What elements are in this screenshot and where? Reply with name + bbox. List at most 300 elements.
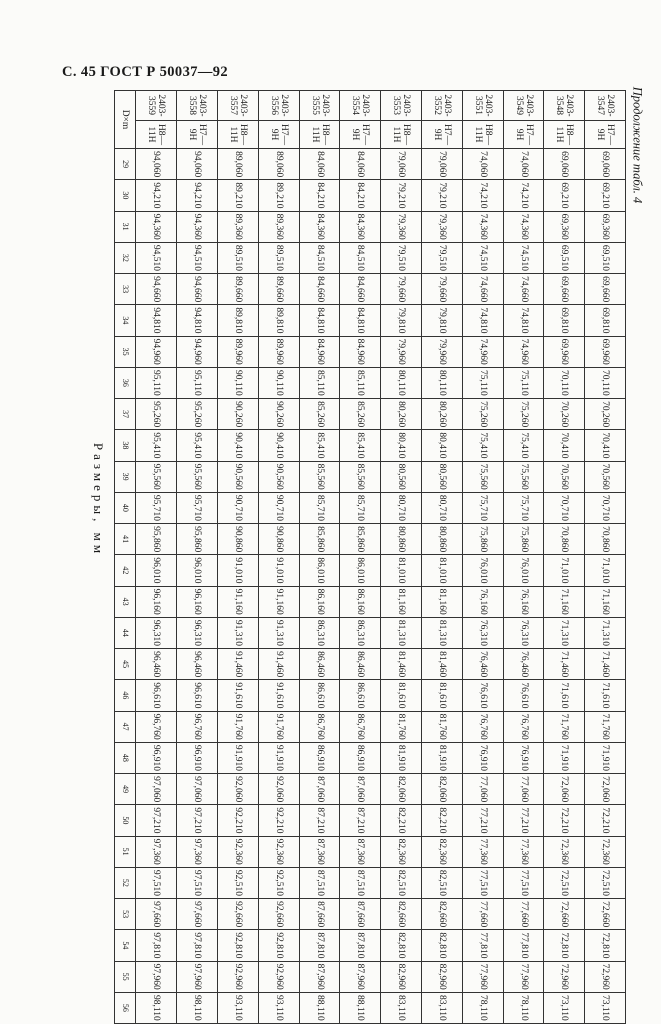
table-cell: 96,760 xyxy=(177,711,218,742)
table-cell: 86,610 xyxy=(340,680,381,711)
table-cell: 91,160 xyxy=(218,586,259,617)
table-cell: 92,960 xyxy=(258,961,299,992)
table-cell: 87,810 xyxy=(340,930,381,961)
table-cell: 72,060 xyxy=(544,774,585,805)
table-cell: 71,310 xyxy=(585,617,626,648)
table-cell: 77,060 xyxy=(503,774,544,805)
table-cell: 85,410 xyxy=(299,430,340,461)
tolerance-code: Н8—11Н xyxy=(381,121,422,149)
table-cell: 77,660 xyxy=(462,899,503,930)
table-cell: 69,510 xyxy=(585,242,626,273)
table-cell: 97,660 xyxy=(136,899,177,930)
table-cell: 82,360 xyxy=(381,836,422,867)
table-cell: 92,660 xyxy=(258,899,299,930)
row-number: 39 xyxy=(115,461,136,492)
table-cell: 91,010 xyxy=(218,555,259,586)
table-cell: 87,060 xyxy=(340,774,381,805)
table-cell: 79,810 xyxy=(422,305,463,336)
table-rotated xyxy=(114,90,626,1024)
table-cell: 78,110 xyxy=(462,992,503,1023)
table-cell: 72,060 xyxy=(585,774,626,805)
table-cell: 96,610 xyxy=(136,680,177,711)
row-numbers xyxy=(115,91,136,1024)
table-cell: 80,560 xyxy=(422,461,463,492)
table-cell: 86,310 xyxy=(299,617,340,648)
table-cell: 96,610 xyxy=(177,680,218,711)
table-cell: 87,810 xyxy=(299,930,340,961)
designation-code: 2403-3554 xyxy=(340,91,381,121)
table-cell: 75,110 xyxy=(503,367,544,398)
table-cell: 94,660 xyxy=(177,274,218,305)
table-cell: 89,360 xyxy=(258,211,299,242)
table-cell: 82,660 xyxy=(422,899,463,930)
table-cell: 96,010 xyxy=(136,555,177,586)
table-cell: 89,060 xyxy=(258,149,299,180)
row-number: 53 xyxy=(115,899,136,930)
table-cell: 92,510 xyxy=(258,867,299,898)
row-number: 50 xyxy=(115,805,136,836)
row-number: 44 xyxy=(115,617,136,648)
table-cell: 75,560 xyxy=(462,461,503,492)
row-number: 52 xyxy=(115,867,136,898)
table-cell: 90,260 xyxy=(258,399,299,430)
table-cell: 81,160 xyxy=(381,586,422,617)
row-number: 34 xyxy=(115,305,136,336)
table-cell: 89,660 xyxy=(218,274,259,305)
table-cell: 73,110 xyxy=(585,992,626,1023)
table-cell: 75,260 xyxy=(462,399,503,430)
table-cell: 87,660 xyxy=(340,899,381,930)
table-cell: 96,910 xyxy=(136,742,177,773)
table-cell: 88,110 xyxy=(299,992,340,1023)
table-cell: 87,960 xyxy=(340,961,381,992)
table-cell: 84,960 xyxy=(299,336,340,367)
table-cell: 80,710 xyxy=(422,492,463,523)
table-row xyxy=(544,91,585,1024)
table-cell: 76,760 xyxy=(503,711,544,742)
table-cell: 95,710 xyxy=(136,492,177,523)
row-number: 36 xyxy=(115,367,136,398)
table-cell: 96,160 xyxy=(136,586,177,617)
table-cell: 79,210 xyxy=(422,180,463,211)
table-cell: 85,710 xyxy=(340,492,381,523)
table-cell: 72,360 xyxy=(585,836,626,867)
table-cell: 70,410 xyxy=(544,430,585,461)
table-cell: 84,510 xyxy=(299,242,340,273)
table-cell: 75,860 xyxy=(503,524,544,555)
table-cell: 95,410 xyxy=(177,430,218,461)
table-cell: 97,810 xyxy=(136,930,177,961)
table-cell: 97,060 xyxy=(177,774,218,805)
table-cell: 82,960 xyxy=(422,961,463,992)
table-cell: 97,810 xyxy=(177,930,218,961)
sizes-label xyxy=(90,400,106,600)
table-cell: 92,210 xyxy=(218,805,259,836)
table-cell: 96,310 xyxy=(177,617,218,648)
table-cell: 81,910 xyxy=(381,742,422,773)
table-cell: 92,060 xyxy=(218,774,259,805)
table-cell: 76,760 xyxy=(462,711,503,742)
table-cell: 71,460 xyxy=(585,649,626,680)
table-cell: 85,560 xyxy=(340,461,381,492)
table-row xyxy=(136,91,177,1024)
table-cell: 72,810 xyxy=(585,930,626,961)
table-cell: 79,060 xyxy=(422,149,463,180)
table-cell: 70,110 xyxy=(585,367,626,398)
table-cell: 81,610 xyxy=(422,680,463,711)
table-cell: 77,510 xyxy=(462,867,503,898)
table-cell: 70,710 xyxy=(585,492,626,523)
table-cell: 79,360 xyxy=(381,211,422,242)
table-cell: 77,810 xyxy=(503,930,544,961)
table-cell: 84,660 xyxy=(299,274,340,305)
table-cell: 82,360 xyxy=(422,836,463,867)
tolerance-code: Н8—11Н xyxy=(218,121,259,149)
table-cell: 91,310 xyxy=(218,617,259,648)
table-cell: 76,910 xyxy=(503,742,544,773)
table-cell: 86,460 xyxy=(340,649,381,680)
table-cell: 87,360 xyxy=(340,836,381,867)
table-cell: 79,960 xyxy=(422,336,463,367)
table-cell: 76,160 xyxy=(462,586,503,617)
table-cell: 80,110 xyxy=(381,367,422,398)
table-row xyxy=(422,91,463,1024)
table-cell: 97,210 xyxy=(136,805,177,836)
table-cell: 84,210 xyxy=(299,180,340,211)
table-cell: 74,810 xyxy=(462,305,503,336)
table-cell: 80,410 xyxy=(381,430,422,461)
table-cell: 79,060 xyxy=(381,149,422,180)
table-cell: 72,510 xyxy=(585,867,626,898)
table-cell: 84,510 xyxy=(340,242,381,273)
table-cell: 90,260 xyxy=(218,399,259,430)
table-cell: 89,210 xyxy=(218,180,259,211)
table-cell: 90,560 xyxy=(258,461,299,492)
table-cell: 92,210 xyxy=(258,805,299,836)
designation-code: 2403-3559 xyxy=(136,91,177,121)
designation-code: 2403-3548 xyxy=(544,91,585,121)
table-cell: 80,410 xyxy=(422,430,463,461)
row-number: 48 xyxy=(115,742,136,773)
table-cell: 74,360 xyxy=(503,211,544,242)
table-row xyxy=(381,91,422,1024)
table-cell: 90,860 xyxy=(218,524,259,555)
table-cell: 86,160 xyxy=(299,586,340,617)
tolerance-code: Н8—11Н xyxy=(299,121,340,149)
table-cell: 86,610 xyxy=(299,680,340,711)
table-cell: 95,260 xyxy=(136,399,177,430)
table-cell: 77,510 xyxy=(503,867,544,898)
table-cell: 81,010 xyxy=(422,555,463,586)
table-cell: 95,860 xyxy=(177,524,218,555)
table-row xyxy=(503,91,544,1024)
table-cell: 81,310 xyxy=(422,617,463,648)
table-cell: 77,960 xyxy=(462,961,503,992)
row-number: 31 xyxy=(115,211,136,242)
table-cell: 89,210 xyxy=(258,180,299,211)
table-cell: 84,660 xyxy=(340,274,381,305)
row-number: 38 xyxy=(115,430,136,461)
table-cell: 82,210 xyxy=(381,805,422,836)
table-cell: 96,460 xyxy=(136,649,177,680)
table-cell: 85,860 xyxy=(340,524,381,555)
table-cell: 76,160 xyxy=(503,586,544,617)
sizes-label-text: Размеры, мм xyxy=(91,442,106,558)
table-cell: 69,060 xyxy=(585,149,626,180)
row-number: 56 xyxy=(115,992,136,1023)
table-row xyxy=(218,91,259,1024)
table-cell: 72,660 xyxy=(544,899,585,930)
table-cell: 84,810 xyxy=(299,305,340,336)
tolerance-code: Н7—9Н xyxy=(177,121,218,149)
tolerance-code: Н8—11Н xyxy=(136,121,177,149)
table-cell: 76,460 xyxy=(503,649,544,680)
table-cell: 91,760 xyxy=(258,711,299,742)
table-cell: 90,410 xyxy=(258,430,299,461)
table-cell: 84,060 xyxy=(340,149,381,180)
table-cell: 87,960 xyxy=(299,961,340,992)
table-cell: 89,660 xyxy=(258,274,299,305)
table-cell: 84,360 xyxy=(340,211,381,242)
table-cell: 76,010 xyxy=(503,555,544,586)
table-cell: 72,360 xyxy=(544,836,585,867)
row-number: 54 xyxy=(115,930,136,961)
table-cell: 75,560 xyxy=(503,461,544,492)
tolerance-code: Н7—9Н xyxy=(422,121,463,149)
table-cell: 72,660 xyxy=(585,899,626,930)
table-cell: 72,210 xyxy=(585,805,626,836)
table-cell: 97,360 xyxy=(136,836,177,867)
table-cell: 96,010 xyxy=(177,555,218,586)
table-cell: 95,860 xyxy=(136,524,177,555)
table-cell: 69,660 xyxy=(585,274,626,305)
table-cell: 85,860 xyxy=(299,524,340,555)
table-cell: 91,310 xyxy=(258,617,299,648)
row-number: 46 xyxy=(115,680,136,711)
table-cell: 91,010 xyxy=(258,555,299,586)
table-cell: 95,260 xyxy=(177,399,218,430)
table-cell: 92,360 xyxy=(218,836,259,867)
table-cell: 74,960 xyxy=(503,336,544,367)
table-cell: 69,660 xyxy=(544,274,585,305)
table-cell: 94,660 xyxy=(136,274,177,305)
table-cell: 90,860 xyxy=(258,524,299,555)
table-cell: 81,310 xyxy=(381,617,422,648)
table-cell: 81,160 xyxy=(422,586,463,617)
table-cell: 97,960 xyxy=(136,961,177,992)
table-cell: 69,960 xyxy=(585,336,626,367)
table-cell: 81,460 xyxy=(381,649,422,680)
table-cell: 71,160 xyxy=(544,586,585,617)
table-cell: 72,510 xyxy=(544,867,585,898)
table-cell: 74,660 xyxy=(503,274,544,305)
designation-code: 2403-3557 xyxy=(218,91,259,121)
table-row xyxy=(177,91,218,1024)
table-cell: 95,560 xyxy=(136,461,177,492)
designation-code: 2403-3547 xyxy=(585,91,626,121)
table-cell: 82,210 xyxy=(422,805,463,836)
table-cell: 86,160 xyxy=(340,586,381,617)
table-cell: 71,910 xyxy=(544,742,585,773)
table-cell: 92,660 xyxy=(218,899,259,930)
table-cell: 85,410 xyxy=(340,430,381,461)
table-cell: 80,560 xyxy=(381,461,422,492)
table-cell: 75,860 xyxy=(462,524,503,555)
table-cell: 94,510 xyxy=(136,242,177,273)
table-cell: 79,660 xyxy=(422,274,463,305)
table-cell: 85,110 xyxy=(340,367,381,398)
table-cell: 94,960 xyxy=(177,336,218,367)
table-cell: 94,360 xyxy=(177,211,218,242)
table-cell: 86,910 xyxy=(340,742,381,773)
row-number: 45 xyxy=(115,649,136,680)
table-cell: 90,110 xyxy=(258,367,299,398)
table-cell: 71,010 xyxy=(544,555,585,586)
dimension-table xyxy=(114,90,626,1024)
dxm-label: D×m xyxy=(115,91,136,149)
table-cell: 76,310 xyxy=(462,617,503,648)
table-cell: 90,560 xyxy=(218,461,259,492)
designation-code: 2403-3555 xyxy=(299,91,340,121)
table-cell: 69,060 xyxy=(544,149,585,180)
table-cell: 75,710 xyxy=(462,492,503,523)
table-cell: 89,360 xyxy=(218,211,259,242)
table-cell: 85,710 xyxy=(299,492,340,523)
table-cell: 96,460 xyxy=(177,649,218,680)
table-cell: 81,010 xyxy=(381,555,422,586)
table-cell: 76,010 xyxy=(462,555,503,586)
row-number: 33 xyxy=(115,274,136,305)
table-cell: 87,210 xyxy=(299,805,340,836)
table-cell: 69,360 xyxy=(544,211,585,242)
table-cell: 76,910 xyxy=(462,742,503,773)
table-cell: 90,410 xyxy=(218,430,259,461)
table-cell: 72,210 xyxy=(544,805,585,836)
table-cell: 92,060 xyxy=(258,774,299,805)
table-cell: 89,510 xyxy=(218,242,259,273)
table-cell: 97,960 xyxy=(177,961,218,992)
row-number: 51 xyxy=(115,836,136,867)
table-cell: 97,060 xyxy=(136,774,177,805)
table-cell: 69,960 xyxy=(544,336,585,367)
table-cell: 82,960 xyxy=(381,961,422,992)
table-cell: 74,060 xyxy=(462,149,503,180)
table-cell: 81,610 xyxy=(381,680,422,711)
table-row xyxy=(585,91,626,1024)
table-cell: 76,460 xyxy=(462,649,503,680)
table-cell: 72,960 xyxy=(544,961,585,992)
table-cell: 80,110 xyxy=(422,367,463,398)
table-cell: 86,010 xyxy=(340,555,381,586)
table-cell: 87,060 xyxy=(299,774,340,805)
table-cell: 87,660 xyxy=(299,899,340,930)
table-cell: 72,960 xyxy=(585,961,626,992)
row-number: 37 xyxy=(115,399,136,430)
table-cell: 71,610 xyxy=(544,680,585,711)
table-cell: 86,760 xyxy=(299,711,340,742)
table-cell: 89,960 xyxy=(258,336,299,367)
table-cell: 96,310 xyxy=(136,617,177,648)
row-number: 40 xyxy=(115,492,136,523)
table-cell: 94,960 xyxy=(136,336,177,367)
table-cell: 82,510 xyxy=(381,867,422,898)
table-cell: 69,360 xyxy=(585,211,626,242)
table-cell: 95,410 xyxy=(136,430,177,461)
table-cell: 92,360 xyxy=(258,836,299,867)
table-cell: 69,210 xyxy=(585,180,626,211)
table-cell: 77,360 xyxy=(503,836,544,867)
table-cell: 82,810 xyxy=(422,930,463,961)
table-cell: 81,910 xyxy=(422,742,463,773)
table-row xyxy=(462,91,503,1024)
table-cell: 74,060 xyxy=(503,149,544,180)
table-cell: 94,360 xyxy=(136,211,177,242)
table-row xyxy=(258,91,299,1024)
table-cell: 79,960 xyxy=(381,336,422,367)
table-cell: 82,660 xyxy=(381,899,422,930)
table-cell: 96,910 xyxy=(177,742,218,773)
row-number: 41 xyxy=(115,524,136,555)
table-cell: 79,810 xyxy=(381,305,422,336)
table-cell: 74,810 xyxy=(503,305,544,336)
table-cell: 79,360 xyxy=(422,211,463,242)
table-cell: 80,260 xyxy=(422,399,463,430)
row-number: 49 xyxy=(115,774,136,805)
table-cell: 90,110 xyxy=(218,367,259,398)
tolerance-code: Н7—9Н xyxy=(585,121,626,149)
table-cell: 94,810 xyxy=(136,305,177,336)
row-number: 32 xyxy=(115,242,136,273)
table-cell: 90,710 xyxy=(258,492,299,523)
table-cell: 97,510 xyxy=(177,867,218,898)
table-cell: 80,860 xyxy=(422,524,463,555)
tolerance-code: Н8—11Н xyxy=(462,121,503,149)
table-cell: 74,660 xyxy=(462,274,503,305)
table-cell: 85,110 xyxy=(299,367,340,398)
table-cell: 78,110 xyxy=(503,992,544,1023)
table-cell: 79,510 xyxy=(422,242,463,273)
table-cell: 69,810 xyxy=(585,305,626,336)
table-cell: 74,960 xyxy=(462,336,503,367)
table-cell: 75,110 xyxy=(462,367,503,398)
table-cell: 91,610 xyxy=(218,680,259,711)
table-cell: 86,460 xyxy=(299,649,340,680)
table-cell: 84,360 xyxy=(299,211,340,242)
table-cell: 77,360 xyxy=(462,836,503,867)
row-number: 29 xyxy=(115,149,136,180)
table-cell: 82,060 xyxy=(381,774,422,805)
table-cell: 74,210 xyxy=(462,180,503,211)
table-cell: 94,060 xyxy=(136,149,177,180)
table-cell: 76,310 xyxy=(503,617,544,648)
table-cell: 79,510 xyxy=(381,242,422,273)
designation-code: 2403-3558 xyxy=(177,91,218,121)
table-cell: 94,810 xyxy=(177,305,218,336)
table-cell: 94,210 xyxy=(136,180,177,211)
row-number: 42 xyxy=(115,555,136,586)
table-cell: 80,710 xyxy=(381,492,422,523)
table-cell: 74,510 xyxy=(462,242,503,273)
table-cell: 71,010 xyxy=(585,555,626,586)
table-cell: 89,810 xyxy=(258,305,299,336)
table-cell: 82,810 xyxy=(381,930,422,961)
table-cell: 69,810 xyxy=(544,305,585,336)
table-cell: 87,360 xyxy=(299,836,340,867)
table-cell: 85,260 xyxy=(340,399,381,430)
table-cell: 97,660 xyxy=(177,899,218,930)
table-cell: 89,810 xyxy=(218,305,259,336)
table-cell: 92,810 xyxy=(218,930,259,961)
